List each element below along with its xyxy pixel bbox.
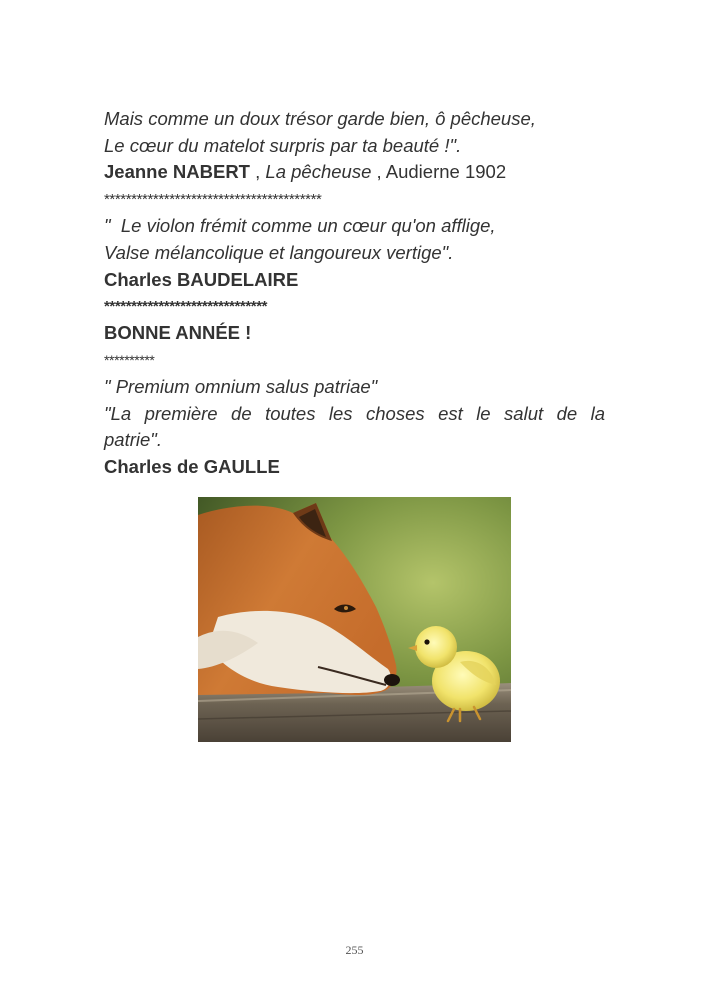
work-title: La pêcheuse (265, 161, 372, 183)
poem-line: Le cœur du matelot surpris par ta beauté !". (104, 134, 462, 156)
text-block (104, 106, 605, 481)
fox-and-chick-photo (198, 497, 511, 742)
separator: , (249, 161, 266, 183)
translation-line: patrie". (104, 429, 162, 451)
translation-line: "La première de toutes les choses est le salut de la (104, 402, 605, 424)
author-name: Jeanne NABERT (104, 161, 250, 183)
attribution-line (104, 159, 605, 186)
greeting-heading: BONNE ANNÉE ! (104, 322, 252, 344)
page-number: 255 (345, 943, 364, 957)
author-name: Charles BAUDELAIRE (104, 268, 299, 290)
author-name: Charles de GAULLE (104, 456, 280, 478)
poem-line: Valse mélancolique et langoureux vertige". (104, 241, 454, 263)
place-date: , Audierne 1902 (371, 161, 507, 183)
poem-line: Mais comme un doux trésor garde bien, ô pêcheuse, (104, 108, 536, 129)
star-separator: **************************************** (104, 191, 322, 209)
star-separator: ********** (104, 351, 155, 368)
poem-line: " Le violon frémit comme un cœur qu'on afflige, (104, 215, 496, 237)
latin-quote: " Premium omnium salus patriae" (104, 375, 378, 397)
star-separator: ****************************** (104, 298, 268, 316)
